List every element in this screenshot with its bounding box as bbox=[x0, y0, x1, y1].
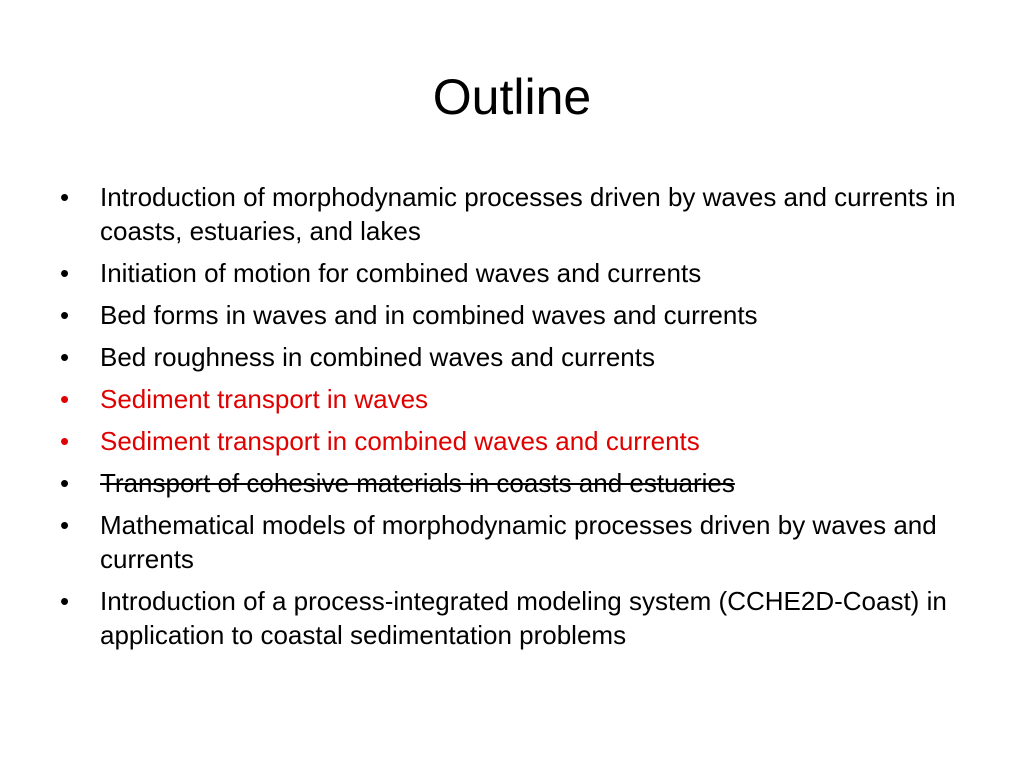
bullet-icon: • bbox=[60, 586, 70, 616]
bullet-text: Bed roughness in combined waves and currents bbox=[100, 342, 655, 372]
bullet-item-initiation-of-motion bbox=[58, 256, 978, 290]
bullet-icon: • bbox=[60, 426, 70, 456]
bullet-list bbox=[58, 180, 978, 660]
bullet-text: Bed forms in waves and in combined waves and currents bbox=[100, 300, 758, 330]
bullet-icon: • bbox=[60, 510, 70, 540]
bullet-text: Sediment transport in combined waves and currents bbox=[100, 426, 700, 456]
bullet-item-cohesive-materials bbox=[58, 466, 978, 500]
bullet-text: Transport of cohesive materials in coasts and estuaries bbox=[100, 468, 735, 498]
bullet-item-sediment-transport-waves bbox=[58, 382, 978, 416]
bullet-icon: • bbox=[60, 468, 70, 498]
bullet-item-bed-forms bbox=[58, 298, 978, 332]
bullet-icon: • bbox=[60, 258, 70, 288]
bullet-text: Initiation of motion for combined waves and currents bbox=[100, 258, 702, 288]
bullet-item-cche2d-coast bbox=[58, 584, 978, 652]
bullet-item-intro-morphodynamic bbox=[58, 180, 978, 248]
bullet-text: Mathematical models of morphodynamic processes driven by waves and currents bbox=[100, 510, 937, 574]
bullet-text: Introduction of a process-integrated modeling system (CCHE2D-Coast) in application to coastal sedimentation problems bbox=[100, 586, 947, 650]
bullet-icon: • bbox=[60, 342, 70, 372]
bullet-item-mathematical-models bbox=[58, 508, 978, 576]
bullet-item-bed-roughness bbox=[58, 340, 978, 374]
bullet-icon: • bbox=[60, 384, 70, 414]
bullet-item-sediment-transport-combined bbox=[58, 424, 978, 458]
bullet-icon: • bbox=[60, 182, 70, 212]
bullet-icon: • bbox=[60, 300, 70, 330]
slide-title: Outline bbox=[432, 69, 592, 125]
bullet-text: Sediment transport in waves bbox=[100, 384, 429, 414]
bullet-text: Introduction of morphodynamic processes driven by waves and currents in coasts, estuaries, and lakes bbox=[100, 182, 956, 246]
